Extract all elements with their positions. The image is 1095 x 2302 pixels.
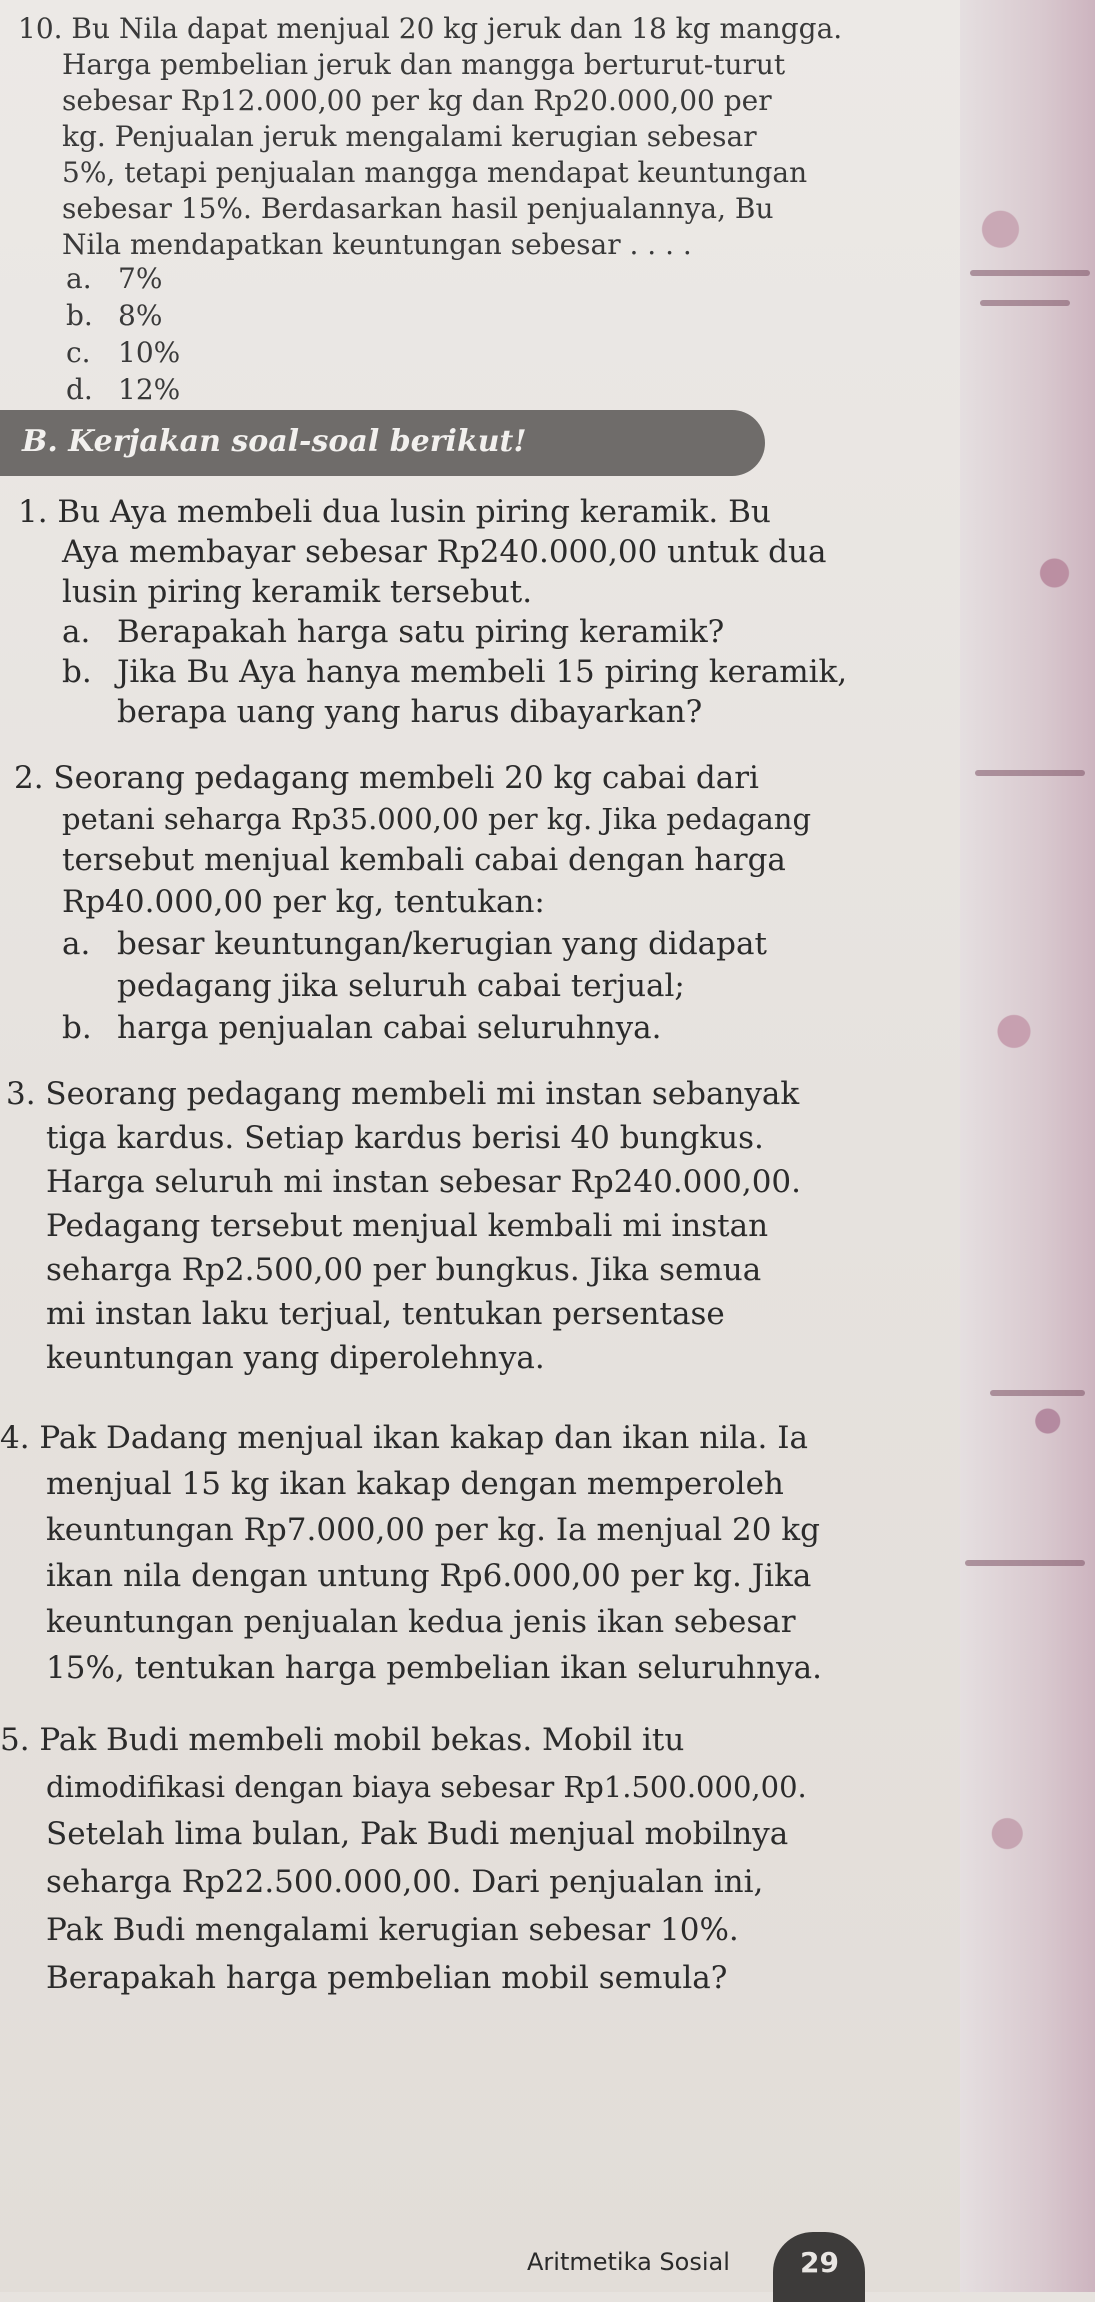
- q10-line-1: 10. Bu Nila dapat menjual 20 kg jeruk dan 18 kg mangga.: [18, 12, 843, 45]
- q2-line-1: 2. Seorang pedagang membeli 20 kg cabai dari: [14, 760, 759, 796]
- q5-line-1: 5. Pak Budi membeli mobil bekas. Mobil itu: [0, 1722, 685, 1758]
- q5-line-5: Pak Budi mengalami kerugian sebesar 10%.: [46, 1912, 739, 1948]
- q3-line-6: mi instan laku terjual, tentukan persentase: [46, 1296, 725, 1332]
- q4-line-1: 4. Pak Dadang menjual ikan kakap dan ikan nila. Ia: [0, 1420, 808, 1456]
- q3-line-5: seharga Rp2.500,00 per bungkus. Jika semua: [46, 1252, 762, 1288]
- q10-line-3: sebesar Rp12.000,00 per kg dan Rp20.000,00 per: [62, 84, 772, 117]
- q10-line-7: Nila mendapatkan keuntungan sebesar . . . .: [62, 228, 692, 261]
- q2-part-a-line-1: a. besar keuntungan/kerugian yang didapat: [62, 926, 767, 962]
- q10-option-c: c. 10%: [66, 336, 181, 369]
- q10-option-d: d. 12%: [66, 373, 181, 406]
- q2-line-4: Rp40.000,00 per kg, tentukan:: [62, 884, 545, 920]
- q1-line-1: 1. Bu Aya membeli dua lusin piring keramik. Bu: [18, 494, 771, 530]
- q1-part-a: a. Berapakah harga satu piring keramik?: [62, 614, 725, 650]
- q1-part-b-line-2: berapa uang yang harus dibayarkan?: [117, 694, 703, 730]
- section-b-banner: [0, 410, 765, 476]
- q2-line-3: tersebut menjual kembali cabai dengan harga: [62, 842, 786, 878]
- q2-part-a-line-2: pedagang jika seluruh cabai terjual;: [117, 968, 685, 1004]
- q1-part-b-line-1: b. Jika Bu Aya hanya membeli 15 piring keramik,: [62, 654, 848, 690]
- q3-line-7: keuntungan yang diperolehnya.: [46, 1340, 545, 1376]
- q5-line-3: Setelah lima bulan, Pak Budi menjual mobilnya: [46, 1816, 789, 1852]
- q10-line-4: kg. Penjualan jeruk mengalami kerugian sebesar: [62, 120, 757, 153]
- q2-part-b: b. harga penjualan cabai seluruhnya.: [62, 1010, 662, 1046]
- q4-line-2: menjual 15 kg ikan kakap dengan memperoleh: [46, 1466, 784, 1502]
- q3-line-3: Harga seluruh mi instan sebesar Rp240.000,00.: [46, 1164, 802, 1200]
- decorative-side-pattern: [960, 0, 1095, 2292]
- q10-line-2: Harga pembelian jeruk dan mangga berturut-turut: [62, 48, 786, 81]
- q1-line-2: Aya membayar sebesar Rp240.000,00 untuk dua: [62, 534, 827, 570]
- q10-line-6: sebesar 15%. Berdasarkan hasil penjualannya, Bu: [62, 192, 774, 225]
- q1-line-3: lusin piring keramik tersebut.: [62, 574, 533, 610]
- chapter-footer-label: Aritmetika Sosial: [527, 2248, 730, 2276]
- q4-line-3: keuntungan Rp7.000,00 per kg. Ia menjual 20 kg: [46, 1512, 820, 1548]
- q5-line-6: Berapakah harga pembelian mobil semula?: [46, 1960, 728, 1996]
- section-b-heading: B. Kerjakan soal-soal berikut!: [22, 424, 527, 459]
- q10-line-5: 5%, tetapi penjualan mangga mendapat keuntungan: [62, 156, 808, 189]
- q4-line-6: 15%, tentukan harga pembelian ikan seluruhnya.: [46, 1650, 822, 1686]
- q10-option-b: b. 8%: [66, 299, 163, 332]
- page-number: 29: [800, 2246, 839, 2279]
- q4-line-5: keuntungan penjualan kedua jenis ikan sebesar: [46, 1604, 796, 1640]
- q5-line-4: seharga Rp22.500.000,00. Dari penjualan ini,: [46, 1864, 764, 1900]
- q3-line-1: 3. Seorang pedagang membeli mi instan sebanyak: [6, 1076, 800, 1112]
- q3-line-4: Pedagang tersebut menjual kembali mi instan: [46, 1208, 769, 1244]
- q10-option-a: a. 7%: [66, 262, 163, 295]
- q2-line-2: petani seharga Rp35.000,00 per kg. Jika pedagang: [62, 802, 812, 836]
- q3-line-2: tiga kardus. Setiap kardus berisi 40 bungkus.: [46, 1120, 764, 1156]
- q5-line-2: dimodifikasi dengan biaya sebesar Rp1.500.000,00.: [46, 1770, 807, 1804]
- q4-line-4: ikan nila dengan untung Rp6.000,00 per kg. Jika: [46, 1558, 812, 1594]
